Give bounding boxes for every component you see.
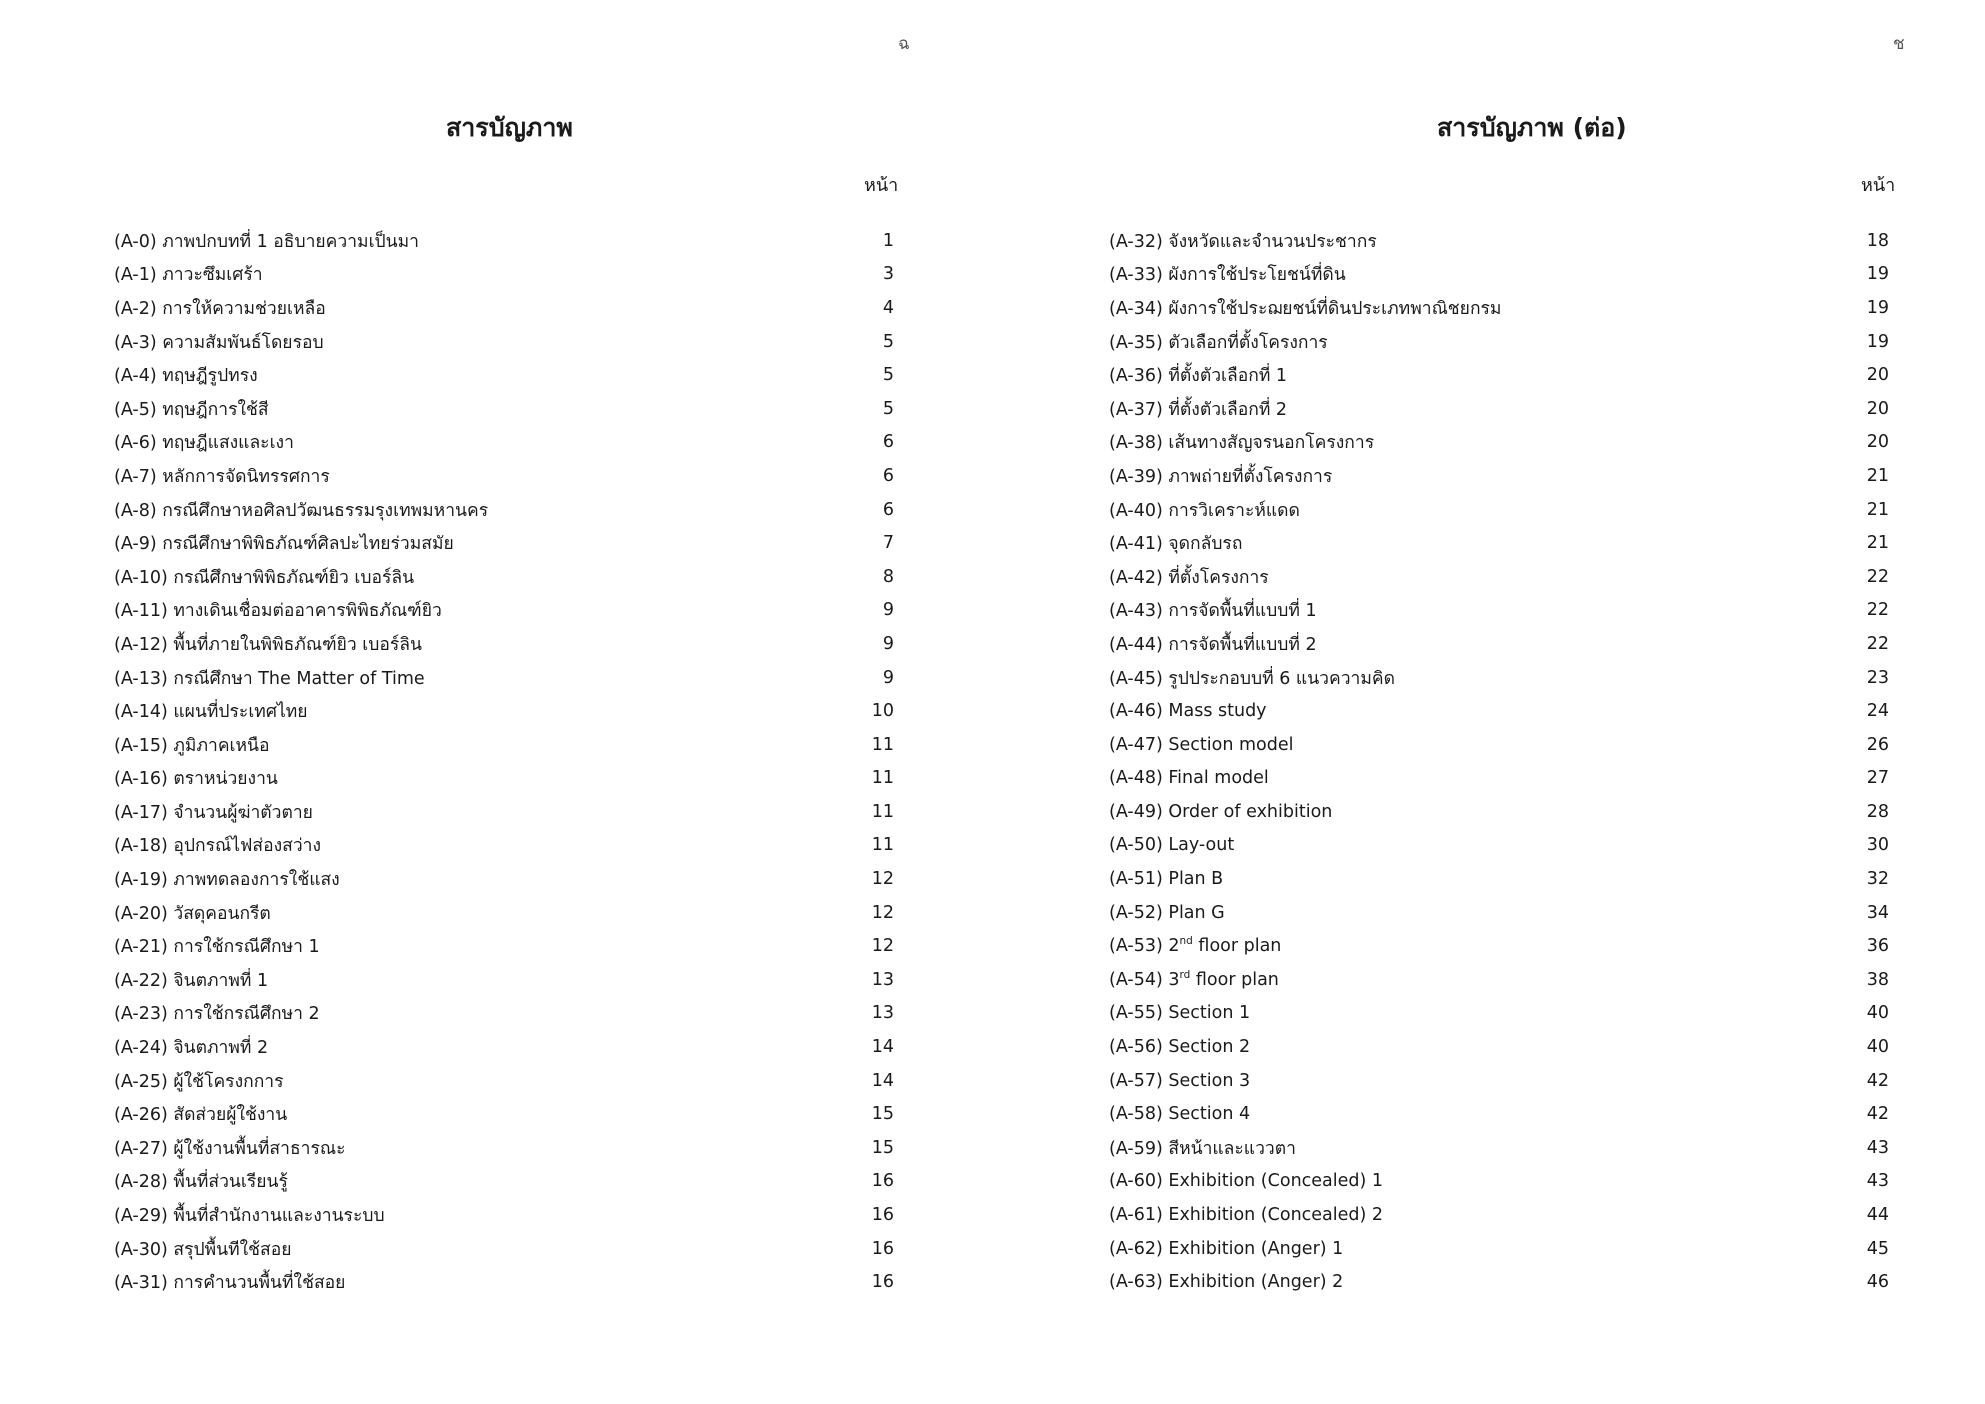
figure-label: (A-3) ความสัมพันธ์โดยรอบ — [114, 332, 324, 353]
figure-label: (A-23) การใช้กรณีศึกษา 2 — [114, 1004, 320, 1025]
figure-page-number: 44 — [1866, 1205, 1889, 1226]
list-item — [1109, 459, 1889, 493]
list-item — [1109, 862, 1889, 896]
figure-label: (A-13) กรณีศึกษา The Matter of Time — [114, 668, 425, 689]
figure-label: (A-19) ภาพทดลองการใช้แสง — [114, 870, 340, 891]
figure-page-number: 19 — [1866, 264, 1889, 285]
figure-label: (A-27) ผู้ใช้งานพื้นที่สาธารณะ — [114, 1138, 346, 1159]
figure-page-number: 20 — [1866, 398, 1889, 419]
figure-page-number: 24 — [1866, 701, 1889, 722]
figure-label: (A-57) Section 3 — [1109, 1070, 1251, 1091]
figure-label: (A-0) ภาพปกบทที่ 1 อธิบายความเป็นมา — [114, 231, 419, 252]
figure-page-number: 11 — [871, 734, 894, 755]
list-item — [114, 526, 894, 560]
figure-label: (A-20) วัสดุคอนกรีต — [114, 903, 271, 924]
figure-page-number: 11 — [871, 801, 894, 822]
figure-label: (A-47) Section model — [1109, 734, 1294, 755]
figure-page-number: 9 — [882, 667, 894, 688]
figure-page-number: 13 — [871, 1003, 894, 1024]
page-title: สารบัญภาพ (ต่อ) — [1437, 113, 1627, 142]
figure-label: (A-24) จินตภาพที่ 2 — [114, 1038, 269, 1059]
list-item — [114, 258, 894, 292]
list-item — [114, 594, 894, 628]
figure-label: (A-29) พื้นที่สำนักงานและงานระบบ — [114, 1206, 385, 1227]
list-item — [1109, 560, 1889, 594]
list-item — [114, 459, 894, 493]
figure-label-text: floor plan — [1192, 936, 1282, 957]
list-item — [1109, 829, 1889, 863]
figure-page-number: 40 — [1866, 1037, 1889, 1058]
list-item — [1109, 1198, 1889, 1232]
list-item — [114, 426, 894, 460]
page-title: สารบัญภาพ — [446, 113, 573, 142]
figure-label: (A-55) Section 1 — [1109, 1003, 1251, 1024]
figure-label: (A-45) รูปประกอบบที่ 6 แนวความคิด — [1109, 668, 1395, 689]
figure-label: (A-33) ผังการใช้ประโยชน์ที่ดิน — [1109, 265, 1346, 286]
list-item — [114, 795, 894, 829]
list-item — [1109, 1064, 1889, 1098]
list-item — [1109, 291, 1889, 325]
list-item — [1109, 1265, 1889, 1299]
list-item — [114, 997, 894, 1031]
figure-page-number: 42 — [1866, 1070, 1889, 1091]
list-item — [114, 1097, 894, 1131]
list-item — [1109, 896, 1889, 930]
figure-page-number: 43 — [1866, 1137, 1889, 1158]
ordinal-suffix: rd — [1179, 969, 1191, 982]
list-item — [1109, 1097, 1889, 1131]
list-item — [1109, 661, 1889, 695]
figure-page-number: 21 — [1866, 465, 1889, 486]
figure-label: (A-35) ตัวเลือกที่ตั้งโครงการ — [1109, 332, 1328, 353]
figure-label: (A-31) การคำนวนพื้นที่ใช้สอย — [114, 1273, 346, 1294]
list-item — [1109, 224, 1889, 258]
list-item — [1109, 358, 1889, 392]
figure-page-number: 13 — [871, 969, 894, 990]
figure-label: (A-58) Section 4 — [1109, 1104, 1251, 1125]
list-item — [1109, 694, 1889, 728]
list-item — [114, 661, 894, 695]
list-item — [114, 1030, 894, 1064]
figure-label: (A-15) ภูมิภาคเหนือ — [114, 735, 270, 756]
list-item — [1109, 1131, 1889, 1165]
figure-label: (A-4) ทฤษฎีรูปทรง — [114, 366, 258, 387]
figure-label: (A-8) กรณีศึกษาหอศิลปวัฒนธรรมรุงเทพมหานคร — [114, 500, 489, 521]
figure-label: (A-28) พื้นที่ส่วนเรียนรู้ — [114, 1172, 288, 1193]
figure-label — [1109, 936, 1829, 956]
figure-label: (A-26) สัดส่วยผู้ใช้งาน — [114, 1105, 288, 1126]
figure-page-number: 5 — [882, 365, 894, 386]
list-item — [114, 929, 894, 963]
list-item — [114, 493, 894, 527]
figure-label — [1109, 970, 1829, 990]
figure-page-number: 22 — [1866, 600, 1889, 621]
list-item — [114, 762, 894, 796]
figure-page-number: 28 — [1866, 801, 1889, 822]
figure-page-number: 21 — [1866, 533, 1889, 554]
figure-label-text: (A-53) 2 — [1109, 936, 1180, 957]
figure-label: (A-49) Order of exhibition — [1109, 801, 1333, 822]
list-item — [114, 291, 894, 325]
figure-page-number: 45 — [1866, 1238, 1889, 1259]
list-item — [1109, 426, 1889, 460]
figure-page-number: 23 — [1866, 667, 1889, 688]
figure-label: (A-12) พื้นที่ภายในพิพิธภัณฑ์ยิว เบอร์ลิน — [114, 634, 422, 655]
figure-page-number: 40 — [1866, 1003, 1889, 1024]
figure-page-number: 27 — [1866, 768, 1889, 789]
figure-page-number: 3 — [882, 264, 894, 285]
list-item — [1109, 493, 1889, 527]
figure-label: (A-43) การจัดพื้นที่แบบที่ 1 — [1109, 601, 1317, 622]
figure-label-text: (A-54) 3 — [1109, 969, 1180, 990]
figure-label: (A-25) ผู้ใช้โครงกการ — [114, 1071, 284, 1092]
figure-label: (A-56) Section 2 — [1109, 1037, 1251, 1058]
figure-page-number: 30 — [1866, 835, 1889, 856]
figure-label: (A-48) Final model — [1109, 768, 1269, 789]
figure-page-number: 6 — [882, 499, 894, 520]
list-item — [1109, 1165, 1889, 1199]
list-item — [114, 1265, 894, 1299]
figure-label: (A-21) การใช้กรณีศึกษา 1 — [114, 937, 320, 958]
list-item — [114, 1198, 894, 1232]
figure-label: (A-2) การให้ความช่วยเหลือ — [114, 298, 326, 319]
figure-page-number: 11 — [871, 768, 894, 789]
figure-page-number: 22 — [1866, 633, 1889, 654]
figure-page-number: 5 — [882, 398, 894, 419]
figure-label: (A-7) หลักการจัดนิทรรศการ — [114, 466, 330, 487]
list-item — [114, 728, 894, 762]
list-item — [1109, 526, 1889, 560]
figure-label: (A-37) ที่ตั้งตัวเลือกที่ 2 — [1109, 399, 1288, 420]
figure-page-number: 14 — [871, 1070, 894, 1091]
figure-page-number: 6 — [882, 465, 894, 486]
figure-label: (A-39) ภาพถ่ายที่ตั้งโครงการ — [1109, 466, 1333, 487]
list-item — [114, 325, 894, 359]
figure-label: (A-61) Exhibition (Concealed) 2 — [1109, 1205, 1384, 1226]
figure-page-number: 16 — [871, 1272, 894, 1293]
figure-page-number: 9 — [882, 633, 894, 654]
figure-list — [114, 224, 894, 1299]
figure-page-number: 12 — [871, 902, 894, 923]
figure-label: (A-32) จังหวัดและจำนวนประชากร — [1109, 231, 1377, 252]
figure-page-number: 6 — [882, 432, 894, 453]
figure-page-number: 38 — [1866, 969, 1889, 990]
list-item — [114, 1232, 894, 1266]
ordinal-suffix: nd — [1179, 936, 1193, 948]
figure-label: (A-41) จุดกลับรถ — [1109, 534, 1243, 555]
figure-label: (A-46) Mass study — [1109, 701, 1267, 722]
figure-page-number: 15 — [871, 1137, 894, 1158]
figure-label: (A-38) เส้นทางสัญจรนอกโครงการ — [1109, 433, 1375, 454]
figure-page-number: 42 — [1866, 1104, 1889, 1125]
figure-page-number: 16 — [871, 1171, 894, 1192]
figure-label: (A-44) การจัดพื้นที่แบบที่ 2 — [1109, 634, 1317, 655]
figure-page-number: 15 — [871, 1104, 894, 1125]
figure-page-number: 10 — [871, 701, 894, 722]
figure-label: (A-22) จินตภาพที่ 1 — [114, 970, 269, 991]
list-item — [1109, 762, 1889, 796]
list-item — [114, 896, 894, 930]
page-column-header: หน้า — [864, 175, 899, 196]
figure-page-number: 32 — [1866, 869, 1889, 890]
figure-page-number: 12 — [871, 869, 894, 890]
list-item — [1109, 325, 1889, 359]
list-item — [1109, 258, 1889, 292]
list-item — [1109, 728, 1889, 762]
figure-page-number: 11 — [871, 835, 894, 856]
figure-page-number: 20 — [1866, 432, 1889, 453]
page-number: ช — [1893, 34, 1905, 54]
figure-page-number: 14 — [871, 1037, 894, 1058]
figure-label: (A-14) แผนที่ประเทศไทย — [114, 702, 308, 723]
figure-label: (A-10) กรณีศึกษาพิพิธภัณฑ์ยิว เบอร์ลิน — [114, 567, 415, 588]
figure-page-number: 34 — [1866, 902, 1889, 923]
figure-page-number: 18 — [1866, 230, 1889, 251]
figure-page-number: 36 — [1866, 936, 1889, 957]
list-item — [114, 627, 894, 661]
list-item — [1109, 1030, 1889, 1064]
left-page — [0, 0, 992, 1404]
figure-label: (A-50) Lay-out — [1109, 835, 1235, 856]
list-item — [114, 694, 894, 728]
figure-label: (A-11) ทางเดินเชื่อมต่ออาคารพิพิธภัณฑ์ยิว — [114, 601, 442, 622]
figure-page-number: 19 — [1866, 331, 1889, 352]
figure-label: (A-9) กรณีศึกษาพิพิธภัณฑ์ศิลปะไทยร่วมสมัย — [114, 534, 454, 555]
figure-label: (A-18) อุปกรณ์ไฟส่องสว่าง — [114, 836, 322, 857]
figure-label: (A-30) สรุปพื้นทีใช้สอย — [114, 1239, 292, 1260]
list-item — [1109, 392, 1889, 426]
figure-page-number: 16 — [871, 1205, 894, 1226]
figure-label: (A-40) การวิเคราะห์แดด — [1109, 500, 1300, 521]
figure-label-text: floor plan — [1190, 969, 1279, 990]
figure-page-number: 1 — [882, 230, 894, 251]
figure-label: (A-17) จำนวนผู้ฆ่าตัวตาย — [114, 802, 313, 823]
figure-label: (A-36) ที่ตั้งตัวเลือกที่ 1 — [1109, 366, 1288, 387]
list-item — [1109, 963, 1889, 997]
figure-label: (A-60) Exhibition (Concealed) 1 — [1109, 1171, 1384, 1192]
list-item — [114, 1064, 894, 1098]
list-item — [114, 963, 894, 997]
figure-page-number: 22 — [1866, 566, 1889, 587]
figure-label: (A-52) Plan G — [1109, 902, 1225, 923]
figure-label: (A-51) Plan B — [1109, 869, 1224, 890]
list-item — [114, 392, 894, 426]
list-item — [114, 829, 894, 863]
list-item — [1109, 795, 1889, 829]
list-item — [1109, 997, 1889, 1031]
figure-page-number: 7 — [882, 533, 894, 554]
figure-label: (A-62) Exhibition (Anger) 1 — [1109, 1238, 1344, 1259]
figure-label: (A-59) สีหน้าและแววตา — [1109, 1138, 1296, 1159]
right-page — [993, 0, 1985, 1404]
page-column-header: หน้า — [1861, 175, 1896, 196]
figure-page-number: 46 — [1866, 1272, 1889, 1293]
figure-page-number: 4 — [882, 297, 894, 318]
list-item — [1109, 1232, 1889, 1266]
figure-page-number: 16 — [871, 1238, 894, 1259]
figure-page-number: 8 — [882, 566, 894, 587]
list-item — [114, 1131, 894, 1165]
list-item — [114, 862, 894, 896]
figure-label: (A-34) ผังการใช้ประฌยชน์ที่ดินประเภทพาณิชยกรม — [1109, 298, 1502, 319]
figure-page-number: 43 — [1866, 1171, 1889, 1192]
figure-label: (A-6) ทฤษฎีแสงและเงา — [114, 433, 294, 454]
page-number: ฉ — [898, 34, 910, 54]
figure-page-number: 26 — [1866, 734, 1889, 755]
list-item — [1109, 627, 1889, 661]
figure-page-number: 9 — [882, 600, 894, 621]
list-item — [1109, 929, 1889, 963]
figure-page-number: 5 — [882, 331, 894, 352]
list-item — [114, 560, 894, 594]
figure-list — [1109, 224, 1889, 1299]
figure-label: (A-5) ทฤษฎีการใช้สี — [114, 399, 269, 420]
list-item — [114, 1165, 894, 1199]
figure-label: (A-63) Exhibition (Anger) 2 — [1109, 1272, 1344, 1293]
figure-label: (A-1) ภาวะซึมเศร้า — [114, 265, 263, 286]
list-item — [1109, 594, 1889, 628]
figure-label: (A-42) ที่ตั้งโครงการ — [1109, 567, 1269, 588]
figure-page-number: 19 — [1866, 297, 1889, 318]
figure-page-number: 12 — [871, 936, 894, 957]
figure-label: (A-16) ตราหน่วยงาน — [114, 769, 278, 790]
list-item — [114, 224, 894, 258]
figure-page-number: 21 — [1866, 499, 1889, 520]
list-item — [114, 358, 894, 392]
figure-page-number: 20 — [1866, 365, 1889, 386]
